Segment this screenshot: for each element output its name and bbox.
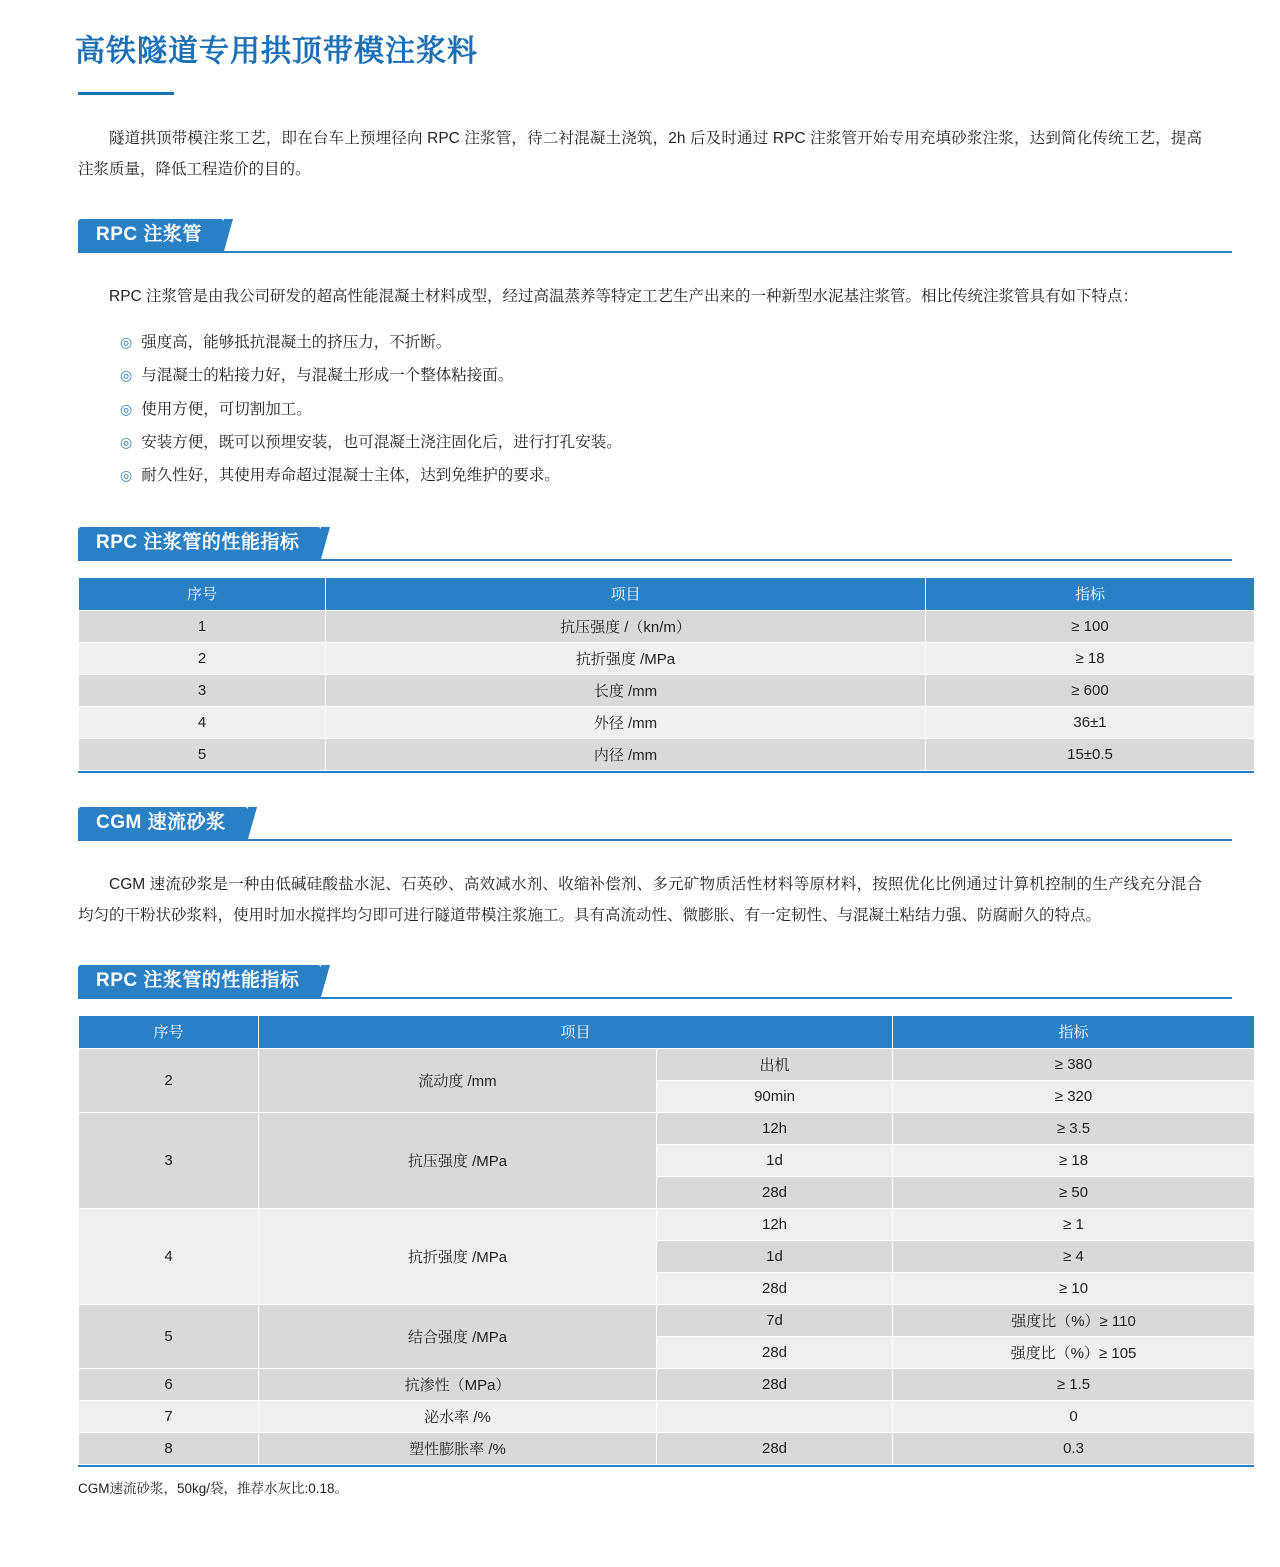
section-title-rpc-pipe: RPC 注浆管	[78, 219, 224, 251]
list-item-text: 强度高，能够抵抗混凝土的挤压力，不折断。	[141, 334, 452, 351]
cell-no: 7	[79, 1400, 259, 1432]
cgm-spec-table	[78, 1015, 1255, 1465]
rpc-spec-table-bottom-rule	[78, 771, 1254, 773]
table-row	[79, 1304, 1255, 1336]
cell-item: 抗压强度 /（kn/m）	[326, 610, 926, 642]
cell-index: ≥ 100	[926, 610, 1255, 642]
list-item-text: 与混凝士的粘接力好，与混凝土形成一个整体粘接面。	[141, 367, 514, 385]
column-header-no: 序号	[79, 1015, 259, 1048]
section-underline	[78, 997, 1232, 999]
cell-value: ≥ 18	[893, 1144, 1255, 1176]
cell-index: 15±0.5	[926, 738, 1255, 770]
section-title-cgm-spec: RPC 注浆管的性能指标	[78, 965, 321, 997]
section-header-cgm	[78, 807, 1250, 841]
list-item-text: 使用方便，可切割加工。	[141, 400, 312, 418]
cell-value: ≥ 3.5	[893, 1112, 1255, 1144]
cell-value: ≥ 1.5	[893, 1368, 1255, 1400]
table-note: CGM速流砂浆，50kg/袋，推荐水灰比:0.18。	[78, 1480, 349, 1496]
intro-paragraph: 隧道拱顶带模注浆工艺，即在台车上预埋径向 RPC 注浆管，待二衬混凝土浇筑，2h 后及时通过 RPC 注浆管开始专用充填砂浆注浆，达到简化传统工艺，提高注浆质量，降低工程造价的目的。	[78, 130, 1202, 178]
section-underline	[78, 559, 1232, 561]
cell-value: 强度比（%）≥ 105	[893, 1336, 1255, 1368]
cell-no: 3	[79, 1112, 259, 1208]
rpc-pipe-feature-list	[120, 326, 1250, 493]
cell-age: 1d	[657, 1144, 893, 1176]
table-row	[79, 642, 1255, 674]
cell-no: 4	[79, 1208, 259, 1304]
cell-value: ≥ 50	[893, 1176, 1255, 1208]
table-row	[79, 1400, 1255, 1432]
cell-item: 结合强度 /MPa	[259, 1304, 657, 1368]
cell-age: 7d	[657, 1304, 893, 1336]
cell-no: 3	[79, 674, 326, 706]
list-item-text: 安装方便，既可以预埋安装，也可混凝土浇注固化后，进行打孔安装。	[141, 433, 622, 451]
cell-age: 出机	[657, 1048, 893, 1080]
cell-age: 1d	[657, 1240, 893, 1272]
table-row	[79, 706, 1255, 738]
cell-age: 12h	[657, 1112, 893, 1144]
cell-no: 1	[79, 610, 326, 642]
list-item	[120, 393, 1250, 426]
bullet-ring-icon: ◎	[120, 367, 133, 384]
bullet-ring-icon: ◎	[120, 334, 133, 350]
cell-age: 28d	[657, 1336, 893, 1368]
cell-index: ≥ 18	[926, 642, 1255, 674]
cell-index: ≥ 600	[926, 674, 1255, 706]
cell-no: 8	[79, 1432, 259, 1464]
cell-no: 2	[79, 642, 326, 674]
list-item-text: 耐久性好，其使用寿命超过混凝士主体，达到免维护的要求。	[141, 467, 560, 485]
cell-item: 抗渗性（MPa）	[259, 1368, 657, 1400]
section-header-rpc-spec	[78, 527, 1250, 561]
cell-value: 强度比（%）≥ 110	[893, 1304, 1255, 1336]
bullet-ring-icon: ◎	[120, 433, 133, 450]
column-header-item: 项目	[326, 577, 926, 610]
table-row	[79, 1368, 1255, 1400]
column-header-index: 指标	[893, 1015, 1255, 1048]
cell-no: 2	[79, 1048, 259, 1112]
table-row	[79, 1432, 1255, 1464]
column-header-item: 项目	[259, 1015, 893, 1048]
table-row	[79, 738, 1255, 770]
cell-no: 4	[79, 706, 326, 738]
cell-item: 长度 /mm	[326, 674, 926, 706]
document-page	[0, 26, 1280, 1567]
cell-age: 90min	[657, 1080, 893, 1112]
table-row	[79, 1048, 1255, 1080]
cell-value: ≥ 4	[893, 1240, 1255, 1272]
cgm-spec-table-bottom-rule	[78, 1465, 1254, 1467]
section-title-rpc-spec: RPC 注浆管的性能指标	[78, 527, 321, 559]
section-underline	[78, 251, 1232, 253]
table-row	[79, 1112, 1255, 1144]
cell-age	[657, 1400, 893, 1432]
cell-age: 28d	[657, 1368, 893, 1400]
bullet-ring-icon: ◎	[120, 400, 133, 417]
cell-age: 12h	[657, 1208, 893, 1240]
section-header-rpc-pipe	[78, 219, 1250, 253]
cell-item: 泌水率 /%	[259, 1400, 657, 1432]
cgm-paragraph: CGM 速流砂浆是一种由低碱硅酸盐水泥、石英砂、高效减水剂、收缩补偿剂、多元矿物质活性材料等原材料，按照优化比例通过计算机控制的生产线充分混合均匀的干粉状砂浆料，使用时加水搅拌均匀即可进行隧道带模注浆施工。具有高流动性、微膨胀、有一定韧性、与混凝土粘结力强、防腐耐久的特点。	[78, 875, 1202, 924]
cell-age: 28d	[657, 1272, 893, 1304]
bullet-ring-icon: ◎	[120, 467, 133, 484]
cell-item: 内径 /mm	[326, 738, 926, 770]
cell-no: 5	[79, 738, 326, 770]
rpc-pipe-paragraph: RPC 注浆管是由我公司研发的超高性能混凝土材料成型，经过高温蒸养等特定工艺生产出来的一种新型水泥基注浆管。相比传统注浆管具有如下特点：	[109, 288, 1139, 305]
list-item	[120, 426, 1250, 459]
cell-value: 0.3	[893, 1432, 1255, 1464]
page-title: 高铁隧道专用拱顶带模注浆料	[75, 35, 478, 68]
list-item	[120, 359, 1250, 392]
title-underline	[78, 92, 174, 95]
cell-item: 抗压强度 /MPa	[259, 1112, 657, 1208]
table-row	[79, 674, 1255, 706]
section-header-cgm-spec	[78, 965, 1250, 999]
column-header-no: 序号	[79, 577, 326, 610]
column-header-index: 指标	[926, 577, 1255, 610]
section-underline	[78, 839, 1232, 841]
section-title-cgm: CGM 速流砂浆	[78, 807, 248, 839]
cell-item: 塑性膨胀率 /%	[259, 1432, 657, 1464]
table-header-row	[79, 1015, 1255, 1048]
table-header-row	[79, 577, 1255, 610]
cell-age: 28d	[657, 1432, 893, 1464]
cell-value: ≥ 380	[893, 1048, 1255, 1080]
cell-age: 28d	[657, 1176, 893, 1208]
cell-value: ≥ 1	[893, 1208, 1255, 1240]
list-item	[120, 326, 1250, 359]
table-row	[79, 610, 1255, 642]
rpc-spec-table	[78, 577, 1255, 771]
footer-spacer	[30, 1497, 1250, 1523]
cell-item: 抗折强度 /MPa	[326, 642, 926, 674]
cell-item: 外径 /mm	[326, 706, 926, 738]
list-item	[120, 459, 1250, 492]
cell-no: 5	[79, 1304, 259, 1368]
table-row	[79, 1208, 1255, 1240]
cell-no: 6	[79, 1368, 259, 1400]
cell-item: 抗折强度 /MPa	[259, 1208, 657, 1304]
cell-value: 0	[893, 1400, 1255, 1432]
cell-value: ≥ 10	[893, 1272, 1255, 1304]
cell-index: 36±1	[926, 706, 1255, 738]
cell-value: ≥ 320	[893, 1080, 1255, 1112]
cell-item: 流动度 /mm	[259, 1048, 657, 1112]
